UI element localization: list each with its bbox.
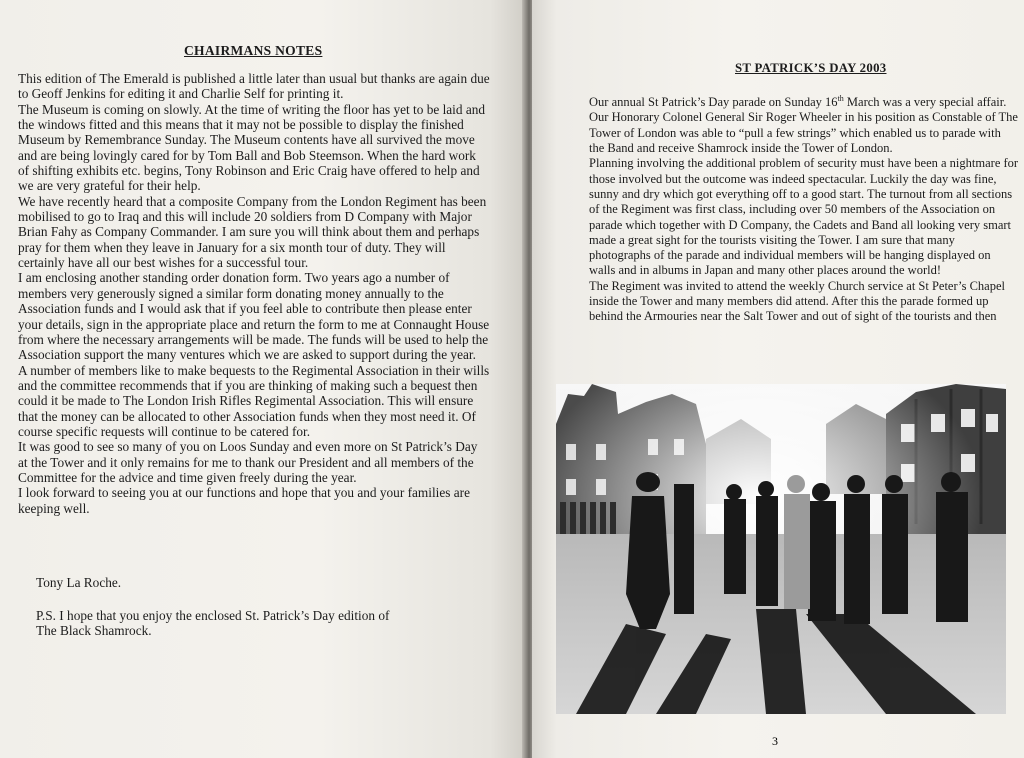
chairmans-notes-heading: CHAIRMANS NOTES [184, 43, 323, 58]
paragraph: This edition of The Emerald is published a little later than usual but thanks are again due to Geoff Jenkins for editing it and Charlie Self for printing it. [18, 71, 490, 102]
paragraph: The Regiment was invited to attend the weekly Church service at St Peter’s Chapel inside the Tower and many members did attend. After this the parade formed up behind the Armouries near the Salt Tower and out of sight of the tourists and then [589, 278, 1005, 324]
paragraph: I am enclosing another standing order donation form. Two years ago a number of members very generously signed a similar form donating money annually to the Association funds and I would ask that if you feel able to contribute then please enter your details, sign in the appropriate place and return the form to me at Connaught House from where the necessary arrangements will be made. The funds will be used to help the Association support the many ventures which we are asked to support during the year. [18, 270, 490, 363]
paragraph: The Museum is coming on slowly. At the time of writing the floor has yet to be laid and the windows fitted and this means that it may not be possible to display the finished Museum by Remembrance Sunday. The Museum contents have all survived the move and are being lovingly cared for by Tom Ball and Bob Steemson. When the hard work of shifting exhibits etc. begins, Tony Robinson and Eric Craig have offered to help and we are very grateful for their help. [18, 101, 486, 194]
page-number: 3 [772, 734, 778, 748]
postscript-line: P.S. I hope that you enjoy the enclosed St. Patrick’s Day edition of [36, 608, 390, 623]
parade-photo [556, 384, 1006, 714]
postscript [36, 608, 476, 639]
postscript-line: The Black Shamrock. [36, 623, 152, 639]
paragraph: I look forward to seeing you at our functions and hope that you and your families are keeping well. [18, 485, 470, 516]
parade-photo-image [556, 384, 1006, 714]
paragraph: Planning involving the additional problem of security must have been a nightmare for those involved but the outcome was indeed spectacular. Luckily the day was fine, sunny and dry which got everything off to a good start. The turnout from all sections of the Regiment was first class, including over 50 members of the Association on parade which together with D Company, the Cadets and Band all looking very smart made a great sight for the tourists visiting the Tower. I am sure that many photographs of the parade and individual members will be hanging displayed on walls and in albums in Japan and many other places around the world! [589, 156, 1019, 278]
superscript: th [837, 94, 844, 103]
signature: Tony La Roche. [36, 575, 122, 590]
paragraph [589, 91, 1019, 156]
paragraph: A number of members like to make bequests to the Regimental Association in their wills and the committee recommends that if you are thinking of making such a bequest then could it be made to The London Irish Rifles Regimental Association. This will ensure that the money can be allocated to other Association funds when they most need it. Of course specific requests will continue to be catered for. [18, 362, 490, 439]
text-run: Our annual St Patrick’s Day parade on Sunday 16 [589, 95, 838, 110]
chairmans-notes-body [18, 71, 490, 516]
text-run: March was a very special affair. Our Honorary Colonel General Sir Roger Wheeler in his position as Constable of The Tower of London was able to “pull a few strings” which enabled us to parade with the Band and receive Shamrock inside the Tower of London. [589, 95, 1018, 156]
st-patricks-body [589, 91, 1019, 325]
paragraph: It was good to see so many of you on Loos Sunday and even more on St Patrick’s Day at the Tower and it only remains for me to thank our President and all members of the Committee for the advice and time given freely during the year. [18, 439, 478, 485]
st-patricks-heading: ST PATRICK’S DAY 2003 [735, 61, 887, 75]
paragraph: We have recently heard that a composite Company from the London Regiment has been mobilised to go to Iraq and this will include 20 soldiers from D Company with Major Brian Fahy as Company Commander. I am sure you will think about them and perhaps pray for them when they leave in January for a six month tour of duty. They will certainly have all our best wishes for a successful tour. [18, 193, 487, 271]
